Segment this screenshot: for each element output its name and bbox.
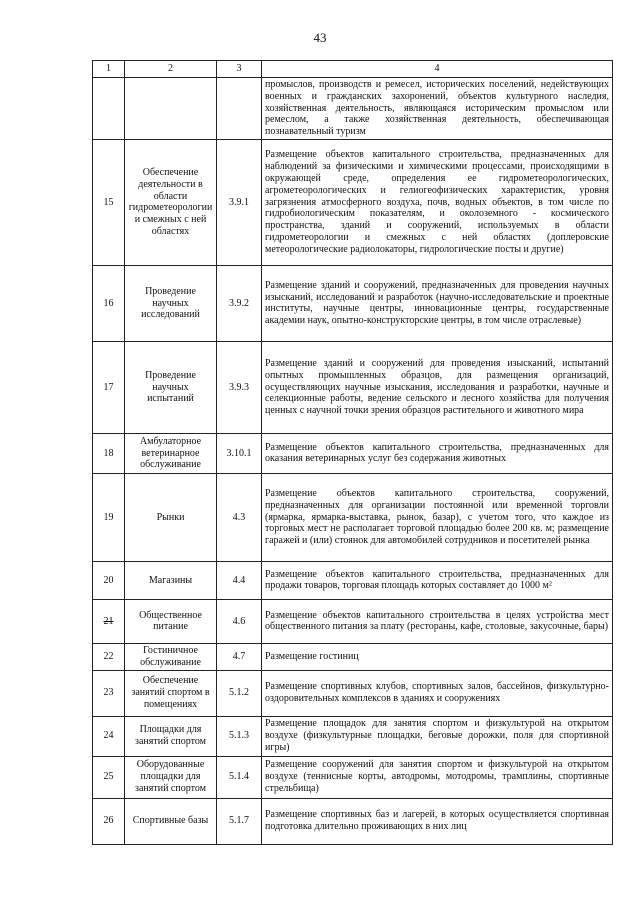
- row-code: 3.9.1: [217, 139, 262, 265]
- header-col-4: 4: [262, 61, 613, 78]
- row-description: Размещение сооружений для занятия спортом и физкультурой на открытом воздухе (теннисные корты, автодромы, мотодромы, трамплины, спортивные стрельбища): [262, 756, 613, 798]
- table-row: [93, 341, 613, 433]
- row-description: Размещение зданий и сооружений для проведения изысканий, испытаний опытных промышленных образцов, для размещения организаций, осуществляющих научные изыскания, исследования и разработки, научные и селекционные работы, ведение сельского и лесного хозяйства для получения ценных с научной точки зрения образцов растительного и животного мира: [262, 341, 613, 433]
- row-number: 23: [93, 670, 125, 716]
- row-name: Обеспечение деятельности в области гидрометеорологии и смежных с ней областях: [125, 139, 217, 265]
- row-code: 4.4: [217, 561, 262, 599]
- row-code: 3.10.1: [217, 433, 262, 473]
- table-row: [93, 643, 613, 670]
- row-name: Рынки: [125, 473, 217, 561]
- row-name: Гостиничное обслуживание: [125, 643, 217, 670]
- header-col-2: 2: [125, 61, 217, 78]
- row-number: 24: [93, 716, 125, 756]
- row-name: Оборудованные площадки для занятий спортом: [125, 756, 217, 798]
- table-row: [93, 670, 613, 716]
- row-number: 20: [93, 561, 125, 599]
- row-number: 22: [93, 643, 125, 670]
- continuation-code: [217, 78, 262, 140]
- row-code: 4.6: [217, 599, 262, 643]
- table-row: [93, 798, 613, 844]
- row-number: 18: [93, 433, 125, 473]
- header-row: [93, 61, 613, 78]
- row-description: Размещение объектов капитального строительства, предназначенных для наблюдений за физическими и химическими процессами, происходящими в окружающей среде, определения ее гидрометеорологических, агрометеорологических и гелиогеофизических характеристик, уровня загрязнения атмосферного воздуха, почв, водных объектов, в том числе по гидробиологическим показателям, и околоземного - космического пространства, зданий и сооружений, используемых в области гидрометеорологии и смежных с ней областях (доплеровские метеорологические радиолокаторы, гидрологические посты и другие): [262, 139, 613, 265]
- row-number: 17: [93, 341, 125, 433]
- table-row: [93, 756, 613, 798]
- row-name: Проведение научных испытаний: [125, 341, 217, 433]
- table-row: [93, 139, 613, 265]
- row-name: Площадки для занятий спортом: [125, 716, 217, 756]
- row-description: Размещение объектов капитального строительства, сооружений, предназначенных для организации постоянной или временной торговли (ярмарка, ярмарка-выставка, рынок, базар), с учетом того, что каждое из торговых мест не располагает торговой площадью более 200 кв. м; размещение гаражей и (или) стоянок для автомобилей сотрудников и посетителей рынка: [262, 473, 613, 561]
- row-name: Спортивные базы: [125, 798, 217, 844]
- row-description: Размещение спортивных клубов, спортивных залов, бассейнов, физкультурно-оздоровительных комплексов в зданиях и сооружениях: [262, 670, 613, 716]
- row-description: Размещение площадок для занятия спортом и физкультурой на открытом воздухе (физкультурные площадки, беговые дорожки, поля для спортивной игры): [262, 716, 613, 756]
- continuation-desc: промыслов, производств и ремесел, исторических поселений, недействующих военных и гражданских захоронений, объектов культурного наследия, хозяйственная деятельность, являющаяся историческим промыслом или ремеслом, а также хозяйственная деятельность, обеспечивающая познавательный туризм: [262, 78, 613, 140]
- table-row: [93, 599, 613, 643]
- row-code: 5.1.3: [217, 716, 262, 756]
- table-row: [93, 265, 613, 341]
- row-number: 26: [93, 798, 125, 844]
- row-code: 4.7: [217, 643, 262, 670]
- row-code: 5.1.7: [217, 798, 262, 844]
- row-code: 5.1.4: [217, 756, 262, 798]
- row-number: 21: [93, 599, 125, 643]
- row-number: 15: [93, 139, 125, 265]
- page-number: 43: [313, 30, 327, 45]
- row-name: Проведение научных исследований: [125, 265, 217, 341]
- row-code: 3.9.3: [217, 341, 262, 433]
- table-row: [93, 561, 613, 599]
- row-number: 16: [93, 265, 125, 341]
- row-code: 4.3: [217, 473, 262, 561]
- row-description: Размещение зданий и сооружений, предназначенных для проведения научных изысканий, исследований и разработок (научно-исследовательские и проектные институты, научные центры, инновационные центры, государственные академии наук, опытно-конструкторские центры, в том числе отраслевые): [262, 265, 613, 341]
- row-description: Размещение спортивных баз и лагерей, в которых осуществляется спортивная подготовка длительно проживающих в них лиц: [262, 798, 613, 844]
- table-row: [93, 433, 613, 473]
- row-number: 25: [93, 756, 125, 798]
- continuation-row: [93, 78, 613, 140]
- row-name: Магазины: [125, 561, 217, 599]
- table-row: [93, 716, 613, 756]
- header-col-3: 3: [217, 61, 262, 78]
- header-col-1: 1: [93, 61, 125, 78]
- row-code: 3.9.2: [217, 265, 262, 341]
- row-description: Размещение объектов капитального строительства в целях устройства мест общественного питания за плату (рестораны, кафе, столовые, закусочные, бары): [262, 599, 613, 643]
- row-number: 19: [93, 473, 125, 561]
- row-description: Размещение объектов капитального строительства, предназначенных для продажи товаров, торговая площадь которых составляет до 1000 м²: [262, 561, 613, 599]
- row-description: Размещение гостиниц: [262, 643, 613, 670]
- continuation-num: [93, 78, 125, 140]
- row-code: 5.1.2: [217, 670, 262, 716]
- continuation-name: [125, 78, 217, 140]
- land-use-table: [92, 60, 613, 845]
- row-name: Обеспечение занятий спортом в помещениях: [125, 670, 217, 716]
- row-description: Размещение объектов капитального строительства, предназначенных для оказания ветеринарных услуг без содержания животных: [262, 433, 613, 473]
- row-name: Амбулаторное ветеринарное обслуживание: [125, 433, 217, 473]
- table-row: [93, 473, 613, 561]
- row-name: Общественное питание: [125, 599, 217, 643]
